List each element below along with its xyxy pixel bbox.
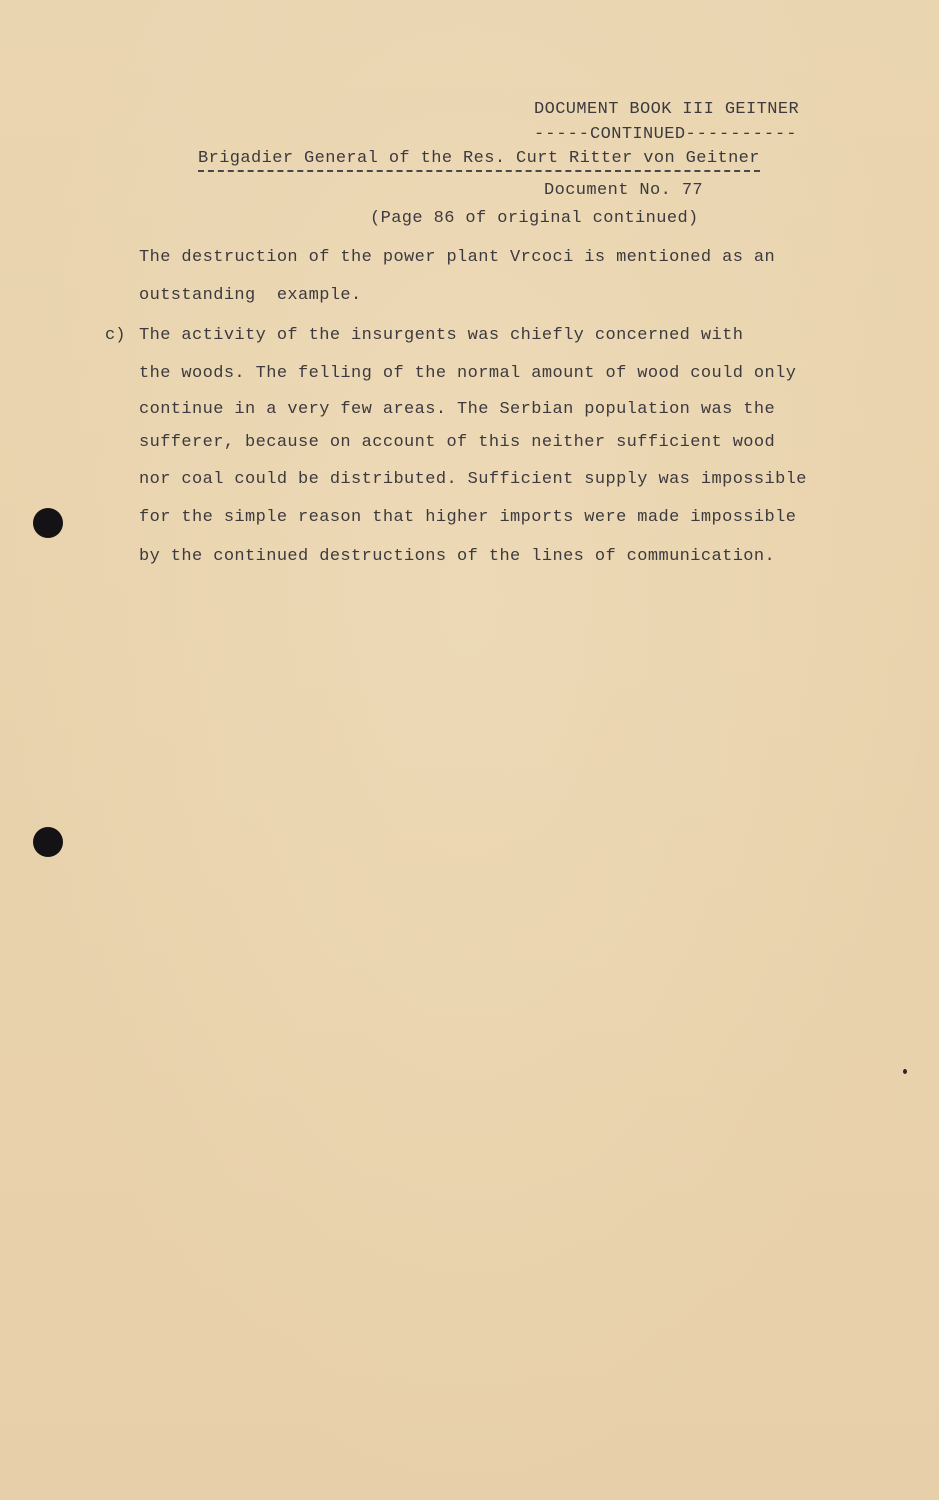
person-name: Brigadier General of the Res. Curt Ritter von Geitner	[198, 149, 760, 172]
paragraph-line: continue in a very few areas. The Serbian population was the	[139, 400, 776, 419]
continued-heading: -----CONTINUED----------	[534, 125, 798, 144]
paragraph-line: for the simple reason that higher imports were made impossible	[139, 508, 797, 527]
paragraph-line: by the continued destructions of the lines of communication.	[139, 547, 776, 566]
person-heading	[198, 149, 760, 169]
paragraph-line: the woods. The felling of the normal amount of wood could only	[139, 364, 797, 383]
continued-label: CONTINUED	[590, 125, 686, 144]
paragraph-line: The destruction of the power plant Vrcoci is mentioned as an	[139, 248, 776, 267]
paragraph-line: outstanding example.	[139, 286, 362, 305]
punch-hole	[33, 827, 63, 857]
punch-hole	[33, 508, 63, 538]
item-marker: c)	[105, 326, 126, 345]
page-reference: (Page 86 of original continued)	[370, 209, 699, 228]
paragraph-line: nor coal could be distributed. Sufficient supply was impossible	[139, 470, 807, 489]
paper-speck	[903, 1069, 907, 1074]
document-number: Document No. 77	[544, 181, 704, 200]
paragraph-line: sufferer, because on account of this neither sufficient wood	[139, 433, 776, 452]
paragraph-line: The activity of the insurgents was chiefly concerned with	[139, 326, 744, 345]
document-book-heading: DOCUMENT BOOK III GEITNER	[534, 100, 800, 119]
